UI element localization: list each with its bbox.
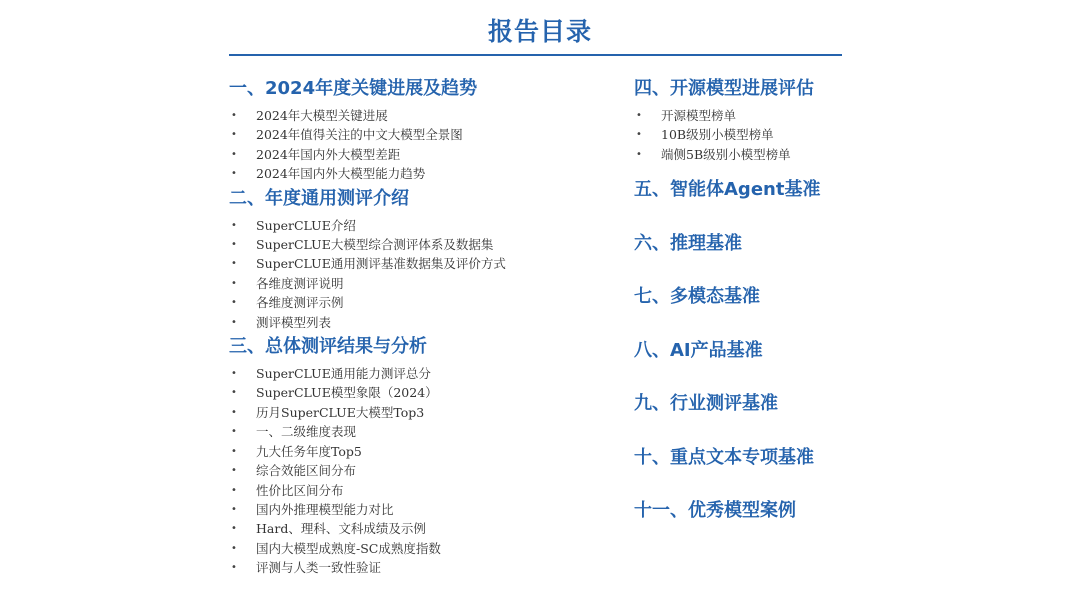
bullet-icon: • (231, 316, 237, 328)
toc-right-column (634, 78, 1054, 554)
item-label: 评测与人类一致性验证 (256, 560, 382, 576)
section-3-list (229, 364, 629, 577)
bullet-icon: • (636, 110, 642, 121)
item-label: Hard、理科、文科成绩及示例 (256, 521, 426, 537)
section-heading-2: 二、年度通用测评介绍 (229, 187, 409, 209)
bullet-icon: • (231, 503, 237, 515)
page-title: 报告目录 (487, 17, 592, 46)
item-label: SuperCLUE通用测评基准数据集及评价方式 (256, 256, 506, 272)
bullet-icon: • (636, 129, 642, 141)
bullet-icon: • (231, 562, 237, 574)
list-item (229, 125, 629, 144)
section-heading-11: 十一、优秀模型案例 (634, 500, 796, 522)
bullet-icon: • (231, 110, 237, 121)
item-label: SuperCLUE通用能力测评总分 (256, 366, 431, 382)
list-item (229, 519, 629, 538)
bullet-icon: • (231, 542, 237, 554)
bullet-icon: • (231, 368, 237, 380)
bullet-icon: • (231, 129, 237, 141)
list-item (229, 235, 629, 254)
section-4-list (634, 106, 1054, 164)
list-item (229, 500, 629, 519)
item-label: SuperCLUE大模型综合测评体系及数据集 (256, 237, 494, 253)
list-item (229, 274, 629, 293)
list-item (229, 364, 629, 383)
item-label: 九大任务年度Top5 (256, 443, 362, 459)
item-label: 2024年值得关注的中文大模型全景图 (256, 127, 463, 143)
list-item (229, 383, 629, 402)
list-item (229, 216, 629, 235)
section-1-list (229, 106, 629, 184)
list-item (634, 125, 1054, 144)
list-item (229, 106, 629, 125)
bullet-icon: • (231, 239, 237, 251)
item-label: 各维度测评示例 (256, 295, 344, 311)
list-item (229, 558, 629, 577)
list-item (229, 403, 629, 422)
item-label: 2024年国内外大模型能力趋势 (256, 166, 426, 182)
section-heading-5: 五、智能体Agent基准 (634, 179, 821, 201)
section-heading-7: 七、多模态基准 (634, 286, 760, 308)
list-item (229, 164, 629, 183)
item-label: 各维度测评说明 (256, 275, 344, 291)
bullet-icon: • (231, 387, 237, 399)
list-item (229, 442, 629, 461)
item-label: 10B级别小模型榜单 (661, 127, 774, 143)
item-label: 国内外推理模型能力对比 (256, 501, 394, 517)
list-item (634, 106, 1054, 125)
bullet-icon: • (231, 297, 237, 309)
item-label: SuperCLUE介绍 (256, 217, 356, 233)
bullet-icon: • (231, 148, 237, 160)
list-item (229, 313, 629, 332)
item-label: 一、二级维度表现 (256, 424, 357, 440)
bullet-icon: • (231, 406, 237, 418)
item-label: 2024年大模型关键进展 (256, 108, 388, 123)
section-2-list (229, 216, 629, 332)
list-item (229, 481, 629, 500)
bullet-icon: • (231, 277, 237, 289)
bullet-icon: • (231, 258, 237, 270)
item-label: SuperCLUE模型象限（2024） (256, 385, 438, 401)
list-item (229, 539, 629, 558)
section-heading-8: 八、AI产品基准 (634, 339, 763, 361)
bullet-icon: • (636, 148, 642, 160)
list-item (229, 145, 629, 164)
bullet-icon: • (231, 426, 237, 438)
item-label: 综合效能区间分布 (256, 463, 357, 479)
toc-left-column (229, 78, 629, 578)
list-item (229, 422, 629, 441)
list-item (229, 461, 629, 480)
section-heading-1: 一、2024年度关键进展及趋势 (229, 78, 478, 99)
item-label: 2024年国内外大模型差距 (256, 146, 401, 162)
bullet-icon: • (231, 219, 237, 231)
item-label: 性价比区间分布 (256, 482, 344, 498)
item-label: 开源模型榜单 (661, 108, 737, 123)
list-item (229, 293, 629, 312)
section-heading-3: 三、总体测评结果与分析 (229, 336, 427, 358)
bullet-icon: • (231, 445, 237, 457)
section-heading-9: 九、行业测评基准 (634, 393, 778, 415)
section-heading-6: 六、推理基准 (634, 232, 742, 254)
bullet-icon: • (231, 465, 237, 477)
section-heading-4: 四、开源模型进展评估 (634, 78, 814, 99)
list-item (634, 145, 1054, 164)
item-label: 历月SuperCLUE大模型Top3 (256, 404, 425, 420)
bullet-icon: • (231, 523, 237, 535)
item-label: 端侧5B级别小模型榜单 (661, 146, 791, 162)
list-item (229, 254, 629, 273)
bullet-icon: • (231, 484, 237, 496)
item-label: 国内大模型成熟度-SC成熟度指数 (256, 540, 441, 556)
title-divider (229, 54, 842, 56)
bullet-icon: • (231, 168, 237, 180)
item-label: 测评模型列表 (256, 314, 332, 330)
section-heading-10: 十、重点文本专项基准 (634, 446, 814, 468)
